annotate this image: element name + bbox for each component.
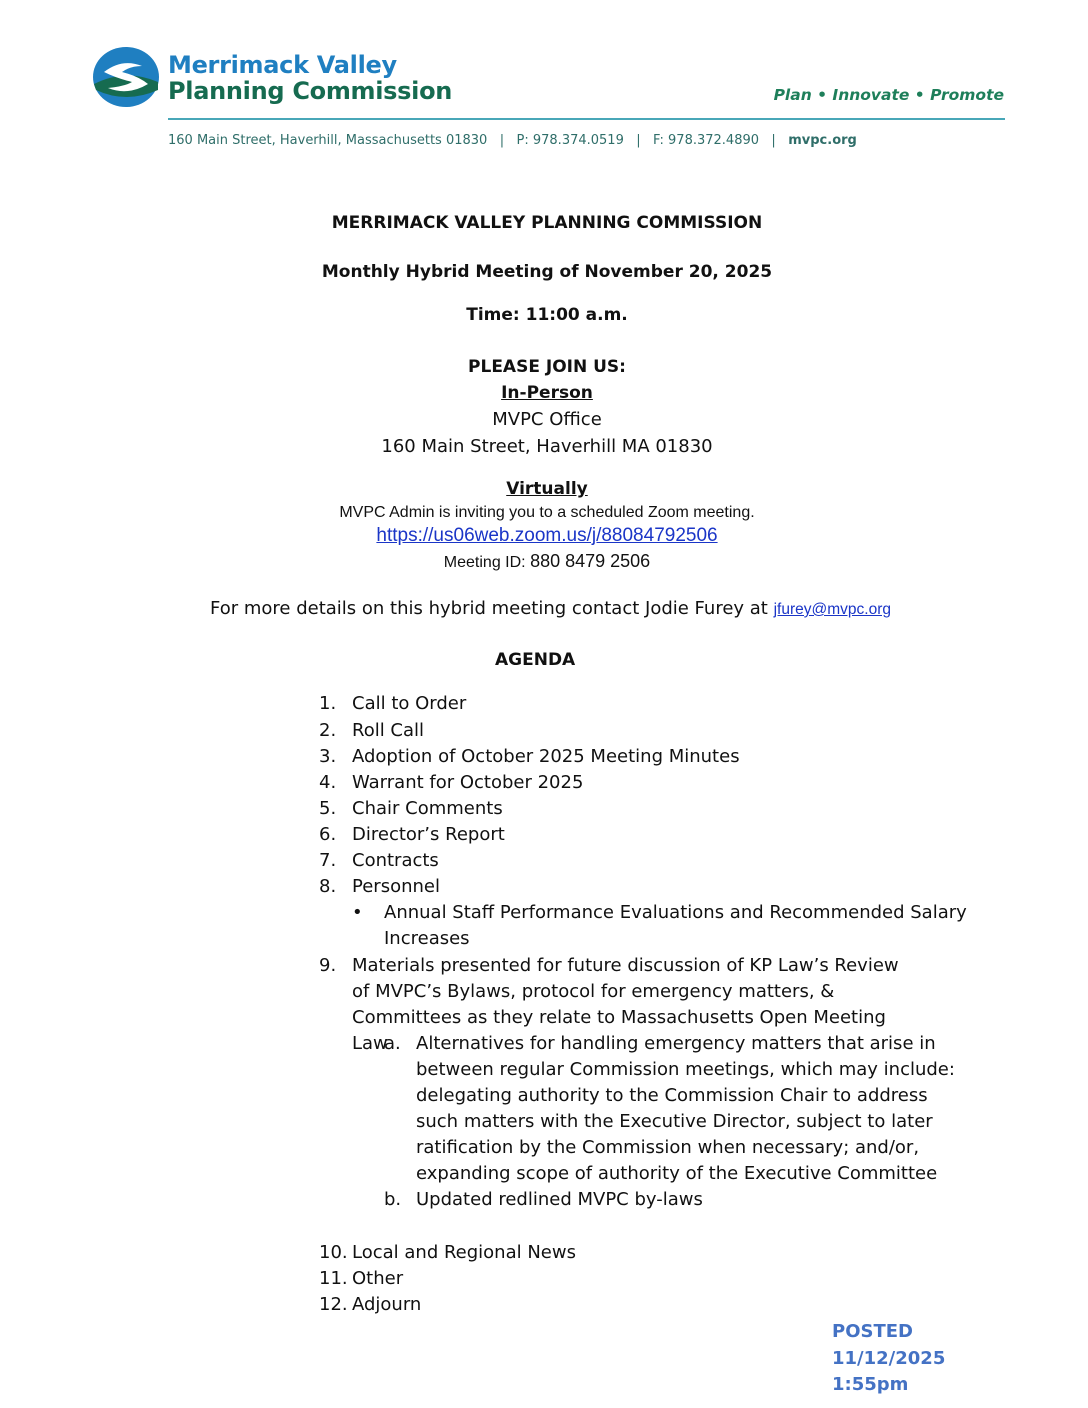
separator: | (499, 133, 505, 148)
org-name-line1: Merrimack Valley (168, 51, 397, 79)
bullet-text: Annual Staff Performance Evaluations and Recommended Salary Increases (384, 902, 967, 949)
letterhead-phone: P: 978.374.0519 (516, 133, 624, 148)
office-address: 160 Main Street, Haverhill MA 01830 (381, 436, 713, 457)
posted-time: 1:55pm (832, 1374, 909, 1395)
posted-stamp (832, 1319, 945, 1399)
org-name-line2: Planning Commission (168, 77, 453, 105)
agenda-item-8-bullet (352, 900, 972, 952)
meeting-id-label: Meeting ID: (443, 554, 526, 571)
agenda-title: AGENDA (495, 650, 576, 670)
contact-text: For more details on this hybrid meeting contact Jodie Furey at (210, 598, 768, 619)
letterhead-address: 160 Main Street, Haverhill, Massachusetts 01830 (168, 133, 488, 148)
letterhead-website[interactable]: mvpc.org (788, 133, 857, 148)
document-title: MERRIMACK VALLEY PLANNING COMMISSION (331, 213, 763, 233)
tagline: Plan • Innovate • Promote (773, 86, 1004, 104)
posted-label: POSTED (832, 1321, 913, 1342)
agenda-list: 1. Call to Order 2. Roll Call 3. Adoption of October 2025 Meeting Minutes 4. Warrant for October 2025 5. Chair Comments 6. Director’s Report 7. Contracts 8. Personnel • Annual Staff Performance Evaluations and Recommended Salary Increases 9. Materials presented for future discussion of KP Law’s Review of MVPC’s Bylaws, protocol for emergency matters, & Committees as they relate to Massachusetts Open Meeting Law a. Alternatives for handling emergency matters that arise in between regular Commission meetings, which may include: delegating authority to the Commission Chair to address such matters with the Executive Director, subject to later ratification by the Commission when necessary; and/or, expanding scope of authority of the Executive Committee b. Updated redlined MVPC by-laws 10. Local and Regional News 11. Other 12. Adjourn (319, 691, 999, 1331)
letterhead-divider (168, 118, 1005, 120)
zoom-link[interactable]: https://us06web.zoom.us/j/88084792506 (376, 525, 718, 546)
separator: | (771, 133, 776, 148)
letterhead-contact (168, 133, 857, 148)
agenda-item-9a: a. Alternatives for handling emergency matters that arise in between regular Commission meetings, which may include: delegating authority to the Commission Chair to address such matters with the Executive Director, subject to later ratification by the Commission when necessary; and/or, expanding scope of authority of the Executive Committee (384, 1033, 955, 1184)
separator: | (636, 133, 641, 148)
office-name: MVPC Office (492, 409, 602, 430)
zoom-invite-text: MVPC Admin is inviting you to a scheduled Zoom meeting. (339, 504, 755, 521)
join-title: PLEASE JOIN US: (468, 357, 626, 377)
posted-date: 11/12/2025 (832, 1347, 946, 1369)
agenda-item-9: 9. Materials presented for future discussion of KP Law’s Review of MVPC’s Bylaws, protocol for emergency matters, & Committees as they relate to Massachusetts Open Meeting Law (319, 955, 899, 1054)
letterhead-fax: F: 978.372.4890 (653, 133, 760, 148)
agenda-item-9b: b. Updated redlined MVPC by-laws (384, 1189, 703, 1210)
contact-line (210, 598, 891, 619)
contact-email-link[interactable]: jfurey@mvpc.org (773, 601, 891, 618)
mvpc-logo-icon (92, 46, 160, 108)
meeting-title: Monthly Hybrid Meeting of November 20, 2025 (321, 262, 773, 282)
virtually-label: Virtually (506, 479, 588, 499)
in-person-label: In-Person (501, 383, 593, 403)
meeting-time: Time: 11:00 a.m. (466, 305, 628, 325)
meeting-id-value: 880 8479 2506 (530, 551, 651, 571)
meeting-id-row (0, 551, 1088, 572)
bullet-icon: • (352, 902, 363, 923)
